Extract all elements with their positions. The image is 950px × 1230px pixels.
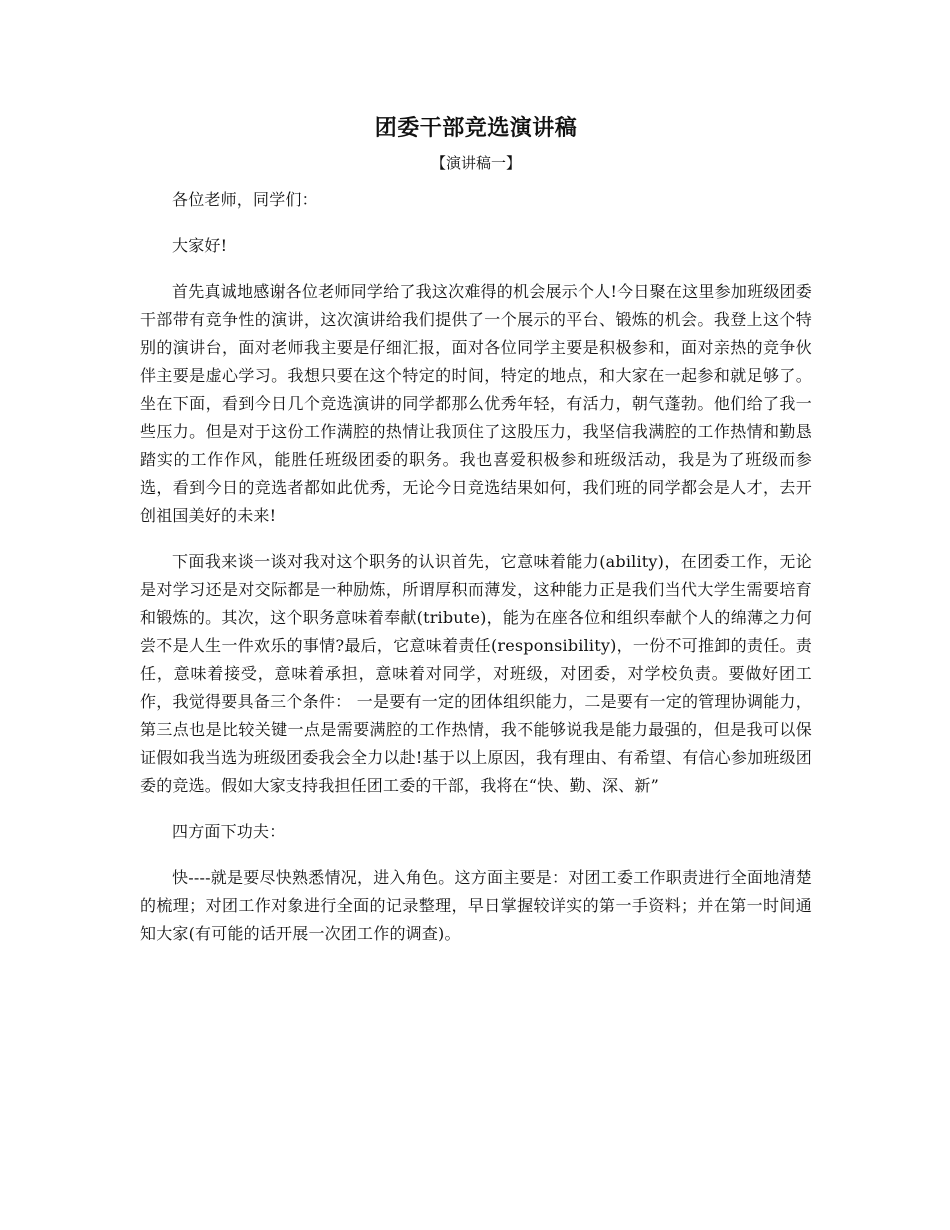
document-body [140,108,812,966]
paragraph-fast: 快----就是要尽快熟悉情况，进入角色。这方面主要是：对团工委工作职责进行全面地清楚的梳理；对团工作对象进行全面的记录整理，早日掌握较详实的第一手资料；并在第一时间通知大家(有可能的话开展一次团工作的调查)。 [140,868,812,943]
document-subtitle: 【演讲稿一】 [430,154,521,172]
paragraph-hello: 大家好! [172,236,228,255]
paragraph-intro: 首先真诚地感谢各位老师同学给了我这次难得的机会展示个人!今日聚在这里参加班级团委干部带有竞争性的演讲，这次演讲给我们提供了一个展示的平台、锻炼的机会。我登上这个特别的演讲台，面对老师我主要是仔细汇报，面对各位同学主要是积极参和，面对亲热的竞争伙伴主要是虚心学习。我想只要在这个特定的时间，特定的地点，和大家在一起参和就足够了。坐在下面，看到今日几个竞选演讲的同学都那么优秀年轻，有活力，朝气蓬勃。他们给了我一些压力。但是对于这份工作满腔的热情让我顶住了这股压力，我坚信我满腔的工作热情和勤恳踏实的工作作风，能胜任班级团委的职务。我也喜爱积极参和班级活动，我是为了班级而参选，看到今日的竞选者都如此优秀，无论今日竞选结果如何，我们班的同学都会是人才，去开创祖国美好的未来! [140,282,812,525]
document-title: 团委干部竞选演讲稿 [374,115,578,141]
paragraph-understanding: 下面我来谈一谈对我对这个职务的认识首先，它意味着能力(ability)，在团委工作，无论是对学习还是对交际都是一种励炼，所谓厚积而薄发，这种能力正是我们当代大学生需要培育和锻炼的。其次，这个职务意味着奉献(tribute)，能为在座各位和组织奉献个人的绵薄之力何尝不是人生一件欢乐的事情?最后，它意味着责任(responsibility)，一份不可推卸的责任。责任，意味着接受，意味着承担，意味着对同学，对班级，对团委，对学校负责。要做好团工作，我觉得要具备三个条件： 一是要有一定的团体组织能力，二是要有一定的管理协调能力， 第三点也是比较关键一点是需要满腔的工作热情，我不能够说我是能力最强的，但是我可以保证假如我当选为班级团委我会全力以赴!基于以上原因，我有理由、有希望、有信心参加班级团委的竞选。假如大家支持我担任团工委的干部，我将在“快、勤、深、新” [140,552,812,795]
paragraph-greeting: 各位老师，同学们： [172,190,318,209]
paragraph-four-aspects: 四方面下功夫： [172,822,286,841]
